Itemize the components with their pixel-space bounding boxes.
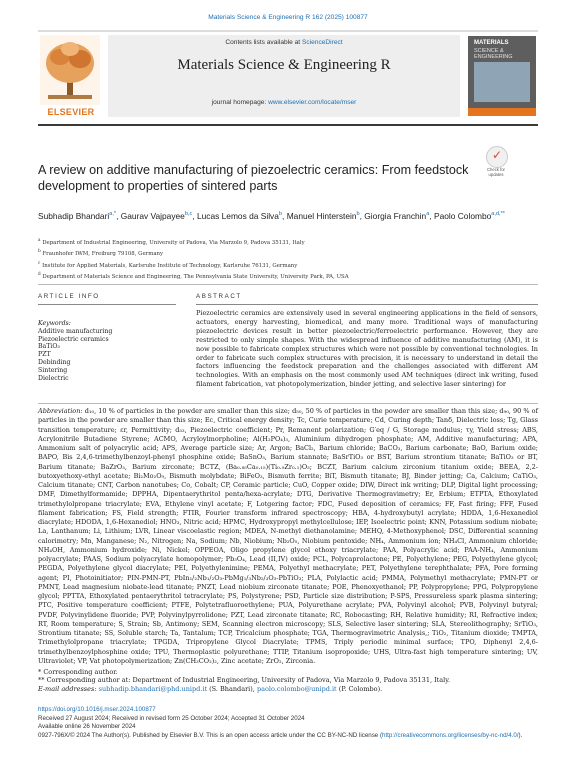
affiliation-item: $^d$ Department of Materials Science and Engineering, The Pennsylvania State University, University Park, PA, USA	[38, 271, 349, 280]
affiliation-item: $^b$ Fraunhofer IWM, Freiburg 79108, Germany	[38, 248, 164, 258]
author-affiliation-mark[interactable]: a,d,**	[491, 211, 505, 217]
author-name[interactable]: Subhadip Bhandari	[38, 210, 110, 221]
article-info-rule	[38, 304, 176, 305]
cover-accent-bar	[468, 108, 536, 116]
keyword-item: Sintering	[38, 366, 68, 374]
author-affiliation-mark[interactable]: b	[278, 211, 283, 217]
cover-artwork	[474, 62, 530, 102]
article-history: Received 27 August 2024; Received in revised form 25 October 2024; Accepted 31 October 2024	[38, 714, 305, 722]
online-date: Available online 26 November 2024	[38, 723, 136, 731]
cover-title: MATERIALS	[474, 40, 509, 46]
keyword-item: BaTiO₃	[38, 343, 60, 351]
journal-title: Materials Science & Engineering R	[177, 57, 391, 73]
license-statement: 0927-796X/© 2024 The Author(s). Published by Elsevier B.V. This is an open access article under the CC BY-NC-ND license (http://creativecommons.org/licenses/by-nc-nd/4.0/).	[38, 731, 523, 739]
keyword-item: Dielectric	[38, 374, 69, 382]
contents-line	[108, 39, 460, 46]
abbreviation-text: d₁₀, 10 % of particles in the powder are smaller than this size; d₅₀, 50 % of particles in the powder are smaller than this size; d₉₀, 90 % of particles in the powder are smaller than this size; Ec, Critical energy density; Tc, Curie temperature; Cd, Curing depth; Tanδ, Dielectric loss; Tg, Glass transition temperature; εr, Permittivity; d₃₃, Piezoelectric coefficient; Pr, Remanent polarization; G′eq / G, Storage modulus; τy, Yield stress; ABS, Acrylonitrile Butadiene Styrene; ACMO, Acryloylmorpholine; Al(H₂PO₄)₃, Aluminium dihydrogen phosphate; AM, Additive manufacturing; APA, Ammonium salt of polyacrylic acid; APS, Average particle size; Ar, Argon; BaCl₂, Barium chloride; BaCO₃, Barium carbonate; BaO, Barium oxide; BAPO, Bis 2,4,6-trimethylbenzoyl-phenyl phosphine oxide; BaSnO₃, Barium stannate; BaSrTiO₃ or BST, Barium strontium titanate; BaTiO₃ or BT, Barium titanate; BaZrO₃, Barium zirconate; BCTZ, (Ba₀.₈₅Ca₀.₁₅)(Ti₀.₉Zr₀.₁)O₃; BCZT, Barium calcium zirconium titanium oxide; BEEA, 2,2-butoxyethoxy-ethyl acetate; Bi₂Mo₂O₉, Bismuth molybdate; BiFeO₃, Bismuth ferrite; BiT, Bismuth titanate; BJ, Binder jetting; Ca, Calcium; CaTiO₃, Calcium titanate; CNT, Carbon nanotubes; Co, Cobalt; CP, Ceramic particle; CuO, Copper oxide; DIW, Direct ink writing; DLP, Digital light processing; DMF, Dimethylformamide; DPPHA, Dipentaerythritol penta/hexa-acrylate; DTG, Derivative Thermogravimetry; Er, Erbium; ETPTA, Ethoxylated trimethylolpropane triacrylate; EVA, Ethylene vinyl acetate; F, Lotgering factor; FDC, Fused deposition of ceramics; FF, Fast firing; FFF, Fused filament fabrication; FS, Field strength; FTIR, Fourier transform infrared spectroscopy; HBA, 4-hydroxybutyl acrylate; HDDA, 1,6-Hexanediol diacrylate; HDODA, 1,6-Hexanediol; HNO₃, Nitric acid; HPMC, Hydroxypropyl methylcellulose; IEP, Isoelectric point; KNN, Potassium sodium niobate; La, Lanthanum; Li, Lithium; LVR, Linear viscoelastic region; MDEA, N-methyl diethanolamine; MEHQ, 4-Methoxyphenol; DSC, Differential scanning calorimetry; Mn, Manganese; N₂, Nitrogen; Na, Sodium; Nb, Niobium; Nb₂O₅, Niobium pentoxide; NH₄, Ammonium ion; NH₄Cl, Ammonium chloride; NH₄OH, Ammonium hydroxide; Ni, Nickel; OPPEOA, Oligo propylene glycol ethoxy triacrylate; PAA, Polyacrylic acid; PAA-NH₄, Ammonium polyacrylate; PAAS, Sodium polyacrylate homopolymer; Pb₃O₄, Lead (II,IV) oxide; PCL, Polycaprolactone; PE, Polyethylene; PEG, Polyethylene glycol; PEGDA, Polyethylene glycol diacrylate; PEI, Polyethylenimine; PEMA, Polyethyl methacrylate; PET, Polyethylene terephthalate; PFA, Pore forming agent; PI, Photoinitiator; PIN-PMN-PT, PbIn₁/₂Nb₁/₂O₃-PbMg₁/₃Nb₂/₃O₃-PbTiO₃; PLA, Polylactic acid; PMMA, Polymethyl methacrylate; PMN-PT or PMNT, Lead magnesium niobate-lead titanate; PNZT, Lead niobium zirconate titanate; POE, Phenoxyethanol; PP, Polypropylene; PPG, Polypropylene glycol; PPTTA, Ethoxylated pentaerythritol tetracrylate; PS, Polystyrene; PSD, Particle size distribution; P-SPS, Pressureless spark plasma sintering; PTC, Positive temperature coefficient; PTFE, Polytetrafluoroethylene; PUA, Polyurethane acrylate; PVA, Polyvinyl alcohol; PVB, Polyvinyl butyral; PVDF, Polyvinylidene fluoride; PVP, Polyvinylpyrrolidone; PZT, Lead zirconate titanate; RC, Robocasting; RH, Relative humidity; RI, Refractive index; RT, Room temperature; S, Strain; Sb, Antimony; SEM, Scanning electron microscopy; SLS, Selective laser sintering; SLA, Stereolithography; SrTiO₃, Strontium titanate; SS, Soluble starch; Ta, Tantalum; TCP, Tricalcium phosphate; TGA, Thermogravimetric Analysis,; TiO₂, Titanium dioxide; TMPTA, Trimethylolpropane triacrylate; TPGDA, Tripropylene Glycol Diacrylate; TPMS, Triply periodic minimal surface; TPO, Diphenyl 2,4,6-trimethylbenzoylphosphine oxide; TPU, Thermoplastic polyurethane; TTIP, Titanium isopropoxide; UHS, Ultra-fast high temperature sintering; UV, Ultraviolet; VP, Vat photopolymerization; Zn(CH₃CO₂)₂, Zinc acetate; ZrO₂, Zirconia.	[38, 407, 538, 665]
keyword-item: PZT	[38, 351, 51, 359]
author-list: Subhadip Bhandari$^{a,*}$, Gaurav Vajpayee$^{b,c}$, Lucas Lemos da Silva$^b$, Manuel Hinterstein$^b$, Giorgia Franchin$^a$, Paolo Colombo$^{a,d,**}$	[38, 210, 505, 221]
abbreviation-divider	[38, 403, 538, 404]
keywords-heading: Keywords:	[38, 320, 71, 327]
elsevier-tree-icon	[40, 35, 100, 105]
author-name[interactable]: Paolo Colombo	[434, 210, 492, 221]
journal-reference-link[interactable]: Materials Science & Engineering R 162 (2025) 100877	[208, 14, 368, 21]
author-affiliation-mark[interactable]: a	[426, 211, 430, 217]
corresponding-author-note: * Corresponding author.	[38, 668, 118, 676]
affiliation-list	[38, 236, 538, 282]
email-label: E-mail addresses:	[38, 685, 97, 693]
abstract-rule	[196, 304, 538, 305]
affiliation-item: $^c$ Institute for Applied Materials, Karlsruhe Institute of Technology, Karlsruhe 76131, Germany	[38, 259, 298, 269]
author-affiliation-mark[interactable]: b,c	[184, 211, 193, 217]
abbreviation-list	[38, 407, 538, 666]
email-addresses: E-mail addresses: subhadip.bhandari@phd.unipd.it (S. Bhandari), paolo.colombo@unipd.it (P. Colombo).	[38, 685, 383, 693]
check-for-updates-button[interactable]	[482, 146, 510, 180]
homepage-line	[108, 99, 460, 106]
license-link[interactable]: http://creativecommons.org/licenses/by-nc-nd/4.0/	[382, 731, 519, 739]
article-title: A review on additive manufacturing of piezoelectric ceramics: From feedstock development to properties of sintered parts	[38, 163, 469, 193]
journal-info-band	[108, 35, 460, 117]
author-name[interactable]: Lucas Lemos da Silva	[196, 210, 279, 221]
elsevier-logo	[40, 35, 100, 117]
journal-homepage-link[interactable]: www.elsevier.com/locate/mser	[268, 99, 357, 106]
abstract-text: Piezoelectric ceramics are extensively used in several engineering applications in the field of sensors, actuators, energy harvesting, biomedical, and many more. Traditional ways of manufacturing piezoelectric devices result in better piezoelectric/ferroelectric performance. However, they are restricted to only simple shapes. With the widespread influence of additive manufacturing (AM), it is now possible to fabricate complex structures which were not possible by conventional technologies. In order to fabricate such complex structures with precision, it is necessary to understand in detail the factors influencing the feedstock preparation and the challenges associated with different AM technologies. With an emphasis on the most commonly used AM techniques (direct ink writing, fused filament fabrication, vat photopolymerization, binder jetting, and selective laser sintering) for	[196, 309, 538, 389]
homepage-prefix: journal homepage:	[211, 99, 269, 106]
check-updates-label: Check for updates	[487, 167, 505, 177]
corresponding-author-address: ** Corresponding author at: Department of Industrial Engineering, University of Padova, Via Marzolo 9, Padova 35131, Italy.	[38, 676, 451, 684]
journal-cover-image[interactable]	[468, 36, 536, 116]
keyword-item: Additive manufacturing	[38, 327, 113, 335]
author-name[interactable]: Gaurav Vajpayee	[120, 210, 185, 221]
check-updates-icon: ✓	[486, 146, 508, 168]
section-divider	[38, 284, 538, 285]
contents-prefix: Contents lists available at	[225, 39, 302, 46]
article-info-heading: ARTICLE INFO	[38, 293, 100, 300]
abstract-heading: ABSTRACT	[196, 293, 242, 300]
keyword-item: Debinding	[38, 358, 71, 366]
author-affiliation-mark[interactable]: b	[356, 211, 360, 217]
journal-masthead	[38, 30, 538, 126]
email-link-bhandari[interactable]: subhadip.bhandari@phd.unipd.it	[98, 685, 208, 693]
keywords-block	[38, 320, 148, 382]
email-link-colombo[interactable]: paolo.colombo@unipd.it	[256, 685, 337, 693]
sciencedirect-link[interactable]: ScienceDirect	[301, 39, 343, 46]
author-name[interactable]: Giorgia Franchin	[364, 210, 427, 221]
abbreviation-heading: Abbreviation:	[38, 407, 83, 415]
author-affiliation-mark[interactable]: a,*	[109, 211, 117, 217]
keyword-item: Piezoelectric ceramics	[38, 335, 109, 343]
affiliation-item: $^a$ Department of Industrial Engineering, University of Padova, Via Marzolo 9, Padova 35131, Italy	[38, 237, 305, 246]
author-name[interactable]: Manuel Hinterstein	[286, 210, 357, 221]
article-footer	[38, 706, 538, 740]
publisher-name: ELSEVIER	[47, 107, 95, 117]
doi-link[interactable]: https://doi.org/10.1016/j.mser.2024.100877	[38, 706, 156, 713]
cover-subtitle: SCIENCE & ENGINEERING	[474, 48, 513, 60]
